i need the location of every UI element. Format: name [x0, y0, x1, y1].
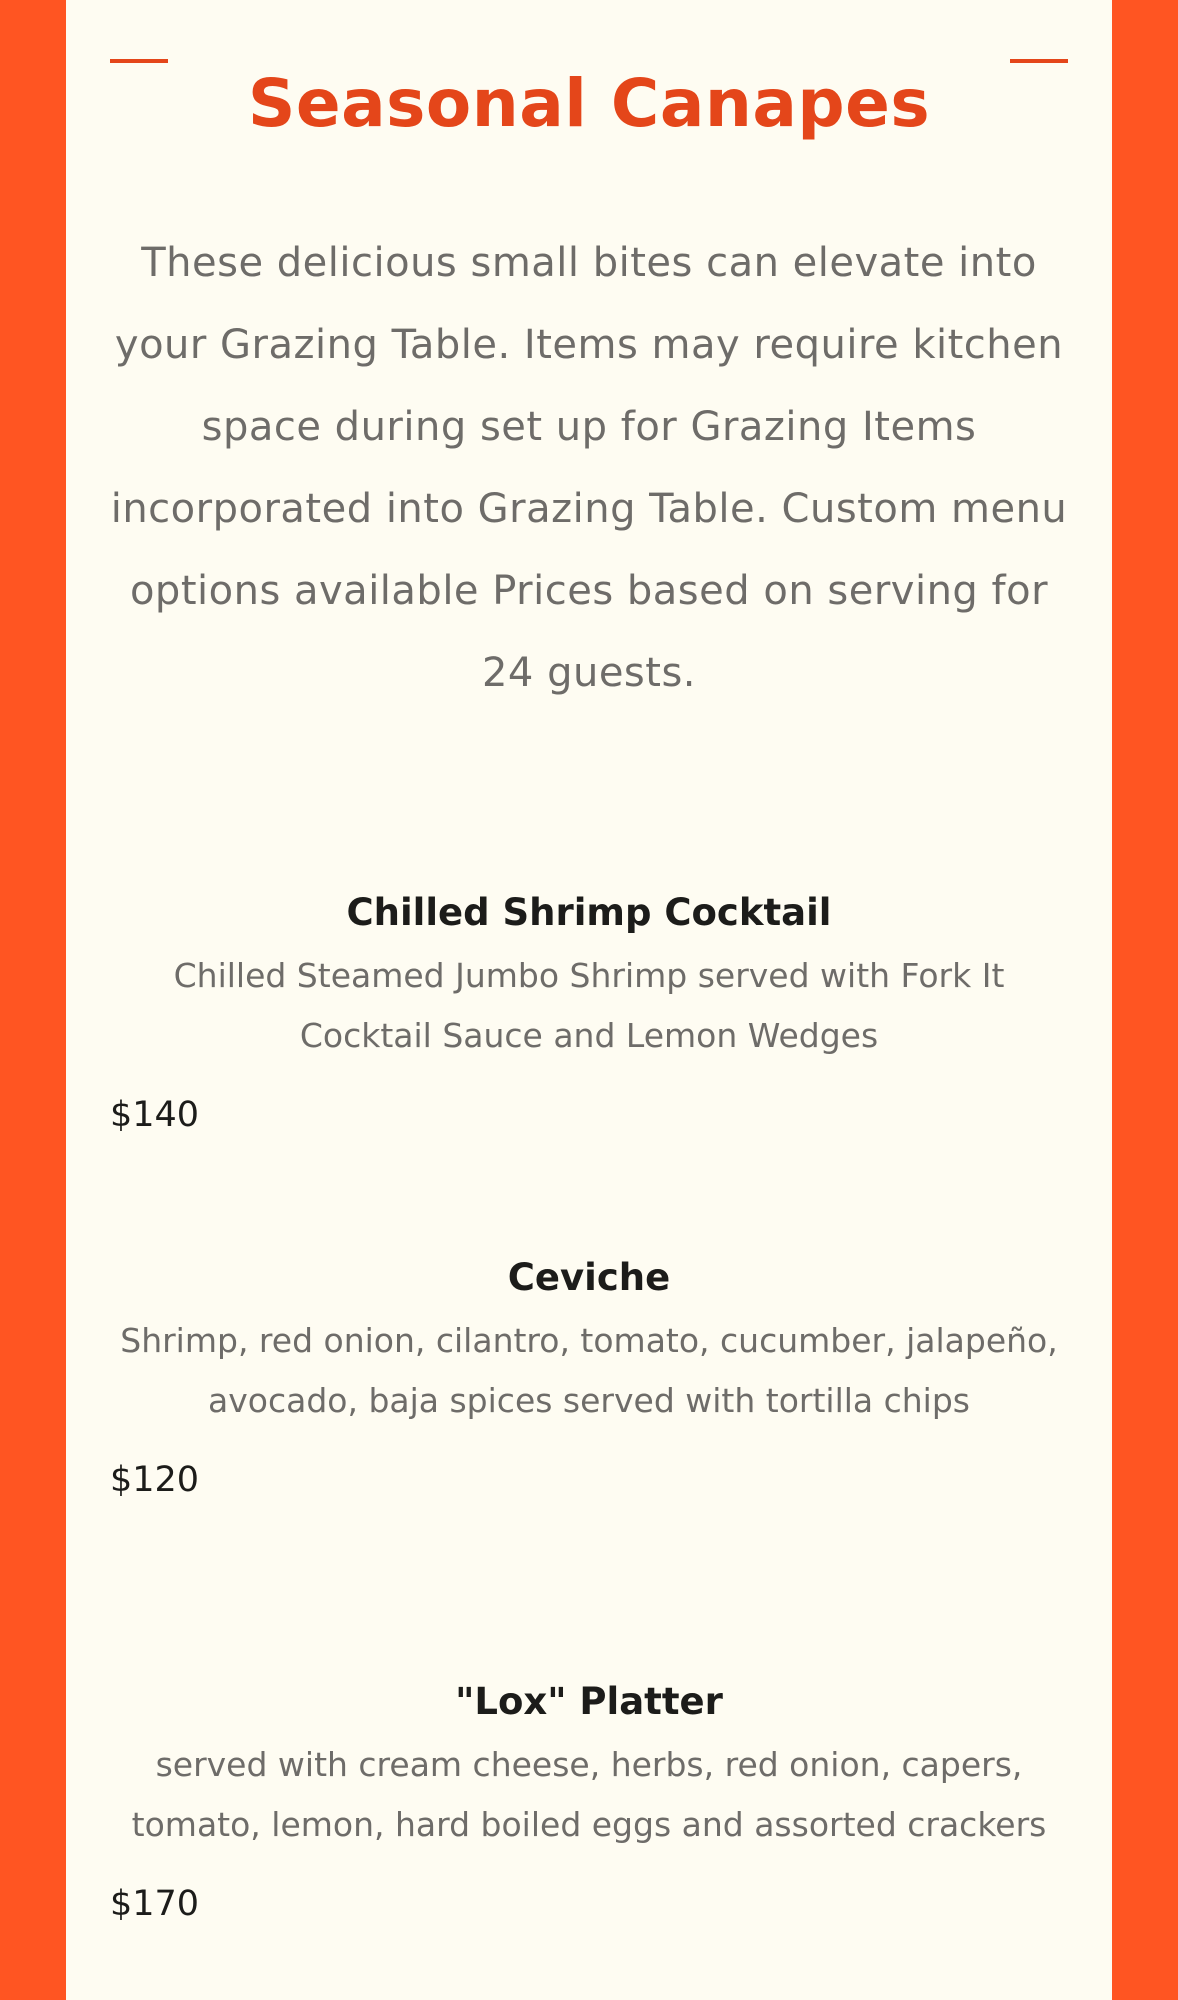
menu-item-lox-platter — [110, 1677, 1068, 1929]
menu-item-price: $170 — [110, 1884, 200, 1924]
menu-panel — [66, 0, 1112, 2000]
menu-item-ceviche — [110, 1253, 1068, 1505]
menu-item-price: $120 — [110, 1460, 200, 1500]
menu-item-name: "Lox" Platter — [455, 1680, 723, 1723]
menu-item-name: Chilled Shrimp Cocktail — [346, 891, 832, 934]
title-dash-right — [1010, 59, 1068, 63]
menu-item-price: $140 — [110, 1095, 200, 1135]
menu-item-description: served with cream cheese, herbs, red onion, capers, tomato, lemon, hard boiled eggs and assorted crackers — [131, 1745, 1047, 1844]
section-header — [66, 0, 1112, 143]
title-dash-left — [110, 59, 168, 63]
menu-item-chilled-shrimp-cocktail — [110, 888, 1068, 1140]
menu-item-description: Shrimp, red onion, cilantro, tomato, cucumber, jalapeño, avocado, baja spices served with tortilla chips — [120, 1321, 1058, 1420]
section-title: Seasonal Canapes — [247, 65, 931, 143]
menu-item-description: Chilled Steamed Jumbo Shrimp served with Fork It Cocktail Sauce and Lemon Wedges — [173, 956, 1005, 1055]
section-intro: These delicious small bites can elevate into your Grazing Table. Items may require kitchen space during set up for Grazing Items incorporated into Grazing Table. Custom menu options available Prices based on serving for 24 guests. — [110, 240, 1068, 696]
menu-item-name: Ceviche — [507, 1256, 671, 1299]
